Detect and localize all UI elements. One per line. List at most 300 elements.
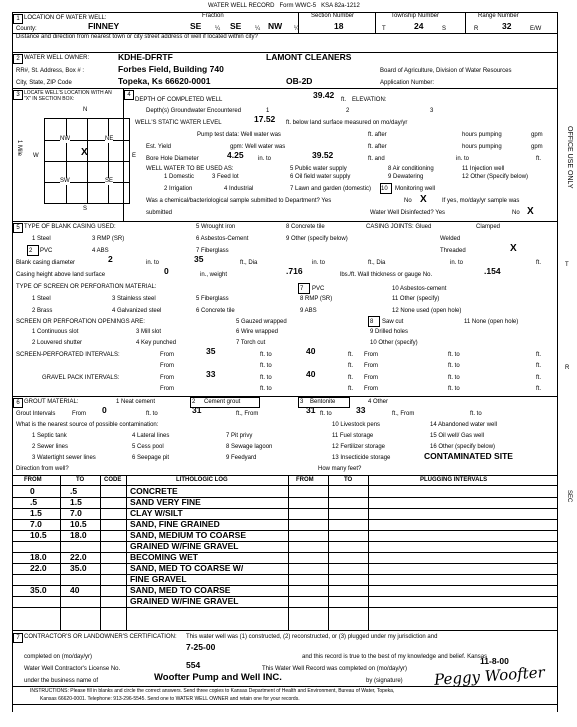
elevation-label: ELEVATION:	[352, 97, 387, 103]
sample-no: No	[404, 198, 412, 204]
use-8: 8 Air conditioning	[388, 166, 434, 172]
gp-from-1: From	[160, 375, 174, 381]
cert-completed: 7-25-00	[186, 642, 216, 652]
disinfected-mark: X	[527, 206, 534, 217]
use-1: 1 Domestic	[164, 174, 195, 180]
gp-ftto-2: ft. to	[448, 375, 460, 381]
yield-label: Est. Yield	[146, 144, 172, 150]
signature: Peggy Woofter	[433, 663, 546, 689]
openings-label: SCREEN OR PERFORATION OPENINGS ARE:	[16, 319, 145, 325]
log-h-plugging: PLUGGING INTERVALS	[420, 477, 488, 483]
gp-from-value: 33	[206, 369, 216, 379]
sint-to-value: 40	[306, 346, 316, 356]
casing-2: 2	[29, 248, 33, 254]
use-monitoring: Monitoring well	[395, 186, 436, 192]
frame-top	[12, 12, 557, 13]
log-to: 7.0	[70, 508, 82, 518]
casing-joints: CASING JOINTS: Glued	[366, 224, 432, 230]
bore-value: 4.25	[227, 150, 244, 160]
open-7: 7 Torch cut	[236, 340, 266, 346]
sample-label: Was a chemical/bacteriological sample submitted to Department? Yes	[146, 198, 332, 204]
office-use-label: OFFICE USE ONLY	[566, 126, 573, 189]
casing-6: 6 Asbestos-Cement	[196, 236, 249, 242]
sample-no-mark: X	[420, 194, 427, 205]
grid-nw: NW	[60, 136, 70, 142]
township-s: S	[442, 26, 447, 32]
gp-to-value: 40	[306, 369, 316, 379]
open-6: 6 Wire wrapped	[236, 329, 279, 335]
yield-hours: hours pumping	[462, 144, 502, 150]
sint-ftto-4: ft. to	[448, 363, 460, 369]
log-h-to-2: TO	[344, 477, 353, 483]
sec4-bottom	[12, 221, 557, 222]
side-t: T	[565, 262, 569, 268]
grout-3: 3	[300, 399, 304, 405]
log-row-line	[12, 596, 557, 597]
grout-f2: 31	[306, 405, 316, 415]
gp-from-2: From	[364, 375, 378, 381]
instructions: INSTRUCTIONS: Please fill in blanks and circle the correct answers. Send three copies to Kansas Department of Health and Environment, Bureau of Water, Topeka,	[30, 688, 395, 694]
grid-sw: SW	[60, 178, 70, 184]
grout-ftto-3: ft. to	[470, 411, 482, 417]
grout-t1: 31	[192, 405, 202, 415]
range-r: R	[474, 26, 479, 32]
sec6-bottom	[12, 475, 557, 476]
sint-ftto-3: ft. to	[260, 363, 272, 369]
gp-from-4: From	[364, 386, 378, 392]
owner-name-2: LAMONT CLEANERS	[266, 52, 352, 62]
log-to: 1.5	[70, 497, 82, 507]
casing-in-to: in. to	[146, 260, 160, 266]
quarter-2: ¼	[255, 26, 261, 32]
use-7: 7 Lawn and garden (domestic)	[290, 186, 372, 192]
use-2: 2 Irrigation	[164, 186, 193, 192]
use-9: 9 Dewatering	[388, 174, 424, 180]
open-3: 3 Mill slot	[136, 329, 162, 335]
form-title: WATER WELL RECORD Form WWC-5 KSA 82a-1212	[208, 3, 360, 9]
yield-gpm: gpm: Well water was	[230, 144, 286, 150]
compass-e: E	[132, 153, 137, 159]
casing-4: 4 ABS	[92, 248, 109, 254]
cert-text: This water well was (1) constructed, (2) reconstructed, or (3) plugged under my jurisdiction and	[186, 634, 438, 640]
disinfected-label: Water Well Disinfected? Yes	[370, 210, 446, 216]
screen-5: 5 Fiberglass	[196, 296, 229, 302]
log-lithology: CONCRETE	[130, 486, 178, 496]
log-h-code: CODE	[104, 477, 122, 483]
contam-4: 4 Lateral lines	[132, 433, 170, 439]
casing-pvc: PVC	[40, 248, 53, 254]
sint-from-4: From	[364, 363, 378, 369]
side-r: R	[565, 365, 570, 371]
use-10: 10	[381, 186, 388, 192]
grout-ft-from-2: ft., From	[392, 411, 415, 417]
use-5: 5 Public water supply	[290, 166, 347, 172]
log-to: 22.0	[70, 552, 87, 562]
log-header-line	[12, 485, 557, 486]
grout-1: 1 Neat cement	[116, 399, 156, 405]
gp-ft-1: ft.	[348, 375, 354, 381]
township-t: T	[382, 26, 386, 32]
static-tail: ft. below land surface measured on mo/day/yr	[286, 120, 408, 126]
cert-record-done: This Water Well Record was completed on (mo/day/yr)	[262, 666, 408, 672]
screen-7: 7	[300, 286, 304, 292]
casing-threaded-mark: X	[510, 243, 517, 254]
grid-ne: NE	[105, 136, 114, 142]
sec5-bottom	[12, 396, 557, 397]
sint-from-3: From	[160, 363, 174, 369]
contam-7: 7 Pit privy	[226, 433, 253, 439]
section-5-number: 5	[13, 223, 23, 233]
contam-9: 9 Feedyard	[226, 455, 257, 461]
casing-diam: 2	[108, 254, 113, 264]
screen-9: 9 ABS	[300, 308, 317, 314]
grout-int-label: Grout Intervals	[16, 411, 56, 417]
application-label: Application Number:	[380, 80, 435, 86]
static-label: WELL'S STATIC WATER LEVEL	[135, 120, 222, 126]
log-lithology: BECOMING WET	[130, 552, 198, 562]
section-4-number: 4	[124, 90, 134, 100]
log-lithology: SAND, MEDIUM TO COARSE	[130, 530, 247, 540]
open-2: 2 Louvered shutter	[32, 340, 83, 346]
open-11: 11 None (open hole)	[464, 319, 519, 325]
fraction-2: SE	[230, 21, 242, 31]
board-label: Board of Agriculture, Division of Water Resources	[380, 68, 512, 74]
contam-12: 12 Fertilizer storage	[332, 444, 386, 450]
section-2-number: 2	[13, 54, 23, 64]
grout-4: 4 Other	[368, 399, 389, 405]
app-code: OB-2D	[286, 76, 313, 86]
casing-5: 5 Wrought iron	[196, 224, 236, 230]
casing-gauge: .154	[484, 266, 501, 276]
log-h-litho: LITHOLOGIC LOG	[176, 477, 228, 483]
gp-ft-3: ft.	[348, 386, 354, 392]
casing-lbs: lbs./ft. Wall thickness or gauge No.	[340, 272, 433, 278]
casing-7: 7 Fiberglass	[196, 248, 229, 254]
city-label: City, State, ZIP Code	[16, 80, 72, 86]
gravel-label: GRAVEL PACK INTERVALS:	[42, 375, 120, 381]
depth-label: DEPTH OF COMPLETED WELL	[135, 97, 223, 103]
screen-11: 11 Other (specify)	[392, 296, 440, 302]
range-label: Range Number	[478, 13, 519, 19]
open-5: 5 Gauzed wrapped	[236, 319, 287, 325]
log-lithology: CLAY W/SILT	[130, 508, 183, 518]
sec2-bottom	[12, 88, 557, 89]
bore-to-value: 39.52	[312, 150, 334, 160]
pump-label: Pump test data: Well water was	[197, 132, 281, 138]
log-h-to: TO	[76, 477, 85, 483]
section-value: 18	[334, 21, 344, 31]
log-row-line	[12, 552, 557, 553]
screen-3: 3 Stainless steel	[112, 296, 156, 302]
cert-record-text: and this record is true to the best of my knowledge and belief. Kansas	[302, 654, 488, 660]
cert-label: CONTRACTOR'S OR LANDOWNER'S CERTIFICATION:	[24, 634, 177, 640]
cert-completed-label: completed on (mo/day/yr)	[24, 654, 93, 660]
gw-3: 3	[430, 108, 434, 114]
grout-ftto-1: ft. to	[146, 411, 158, 417]
use-12: 12 Other (Specify below)	[462, 174, 529, 180]
contam-value: CONTAMINATED SITE	[424, 451, 513, 461]
side-sec: SEC	[566, 490, 572, 503]
log-row-line	[12, 541, 557, 542]
sint-ftto-1: ft. to	[260, 352, 272, 358]
casing-diam-to: 35	[194, 254, 204, 264]
screen-4: 4 Galvanized steel	[112, 308, 162, 314]
casing-ft: ft.	[536, 260, 542, 266]
open-1: 1 Continuous slot	[32, 329, 79, 335]
grout-cement: Cement grout	[204, 399, 241, 405]
section-grid	[44, 118, 130, 204]
grout-bentonite: Bentonite	[310, 399, 336, 405]
log-bottom	[12, 630, 557, 631]
contam-13: 13 Insecticide storage	[332, 455, 391, 461]
section-number-label: Section Number	[311, 13, 355, 19]
screen-label: TYPE OF SCREEN OR PERFORATION MATERIAL:	[16, 284, 157, 290]
mile-label: 1 Mile	[16, 140, 22, 157]
county-value: FINNEY	[88, 21, 120, 31]
quarter-3: ¼	[294, 26, 300, 32]
sint-from-value: 35	[206, 346, 216, 356]
cert-license: 554	[186, 660, 201, 670]
log-row-line	[12, 530, 557, 531]
casing-in-to-2: in. to	[312, 260, 326, 266]
screen-1: 1 Steel	[32, 296, 51, 302]
direction-label: Direction from well?	[16, 466, 69, 472]
pump-hours: hours pumping	[462, 132, 502, 138]
section-1-number: 1	[13, 14, 23, 24]
county-label: County:	[16, 26, 37, 32]
sint-ft-4: ft.	[536, 363, 542, 369]
casing-3: 3 RMP (SR)	[92, 236, 125, 242]
quarter-1: ¼	[215, 26, 221, 32]
submitted-label: submitted	[146, 210, 173, 216]
log-from: 7.0	[30, 519, 42, 529]
fraction-3: NW	[268, 21, 283, 31]
contam-label: What is the nearest source of possible contamination:	[16, 422, 159, 428]
log-from: .5	[30, 497, 38, 507]
gp-from-3: From	[160, 386, 174, 392]
log-from: 18.0	[30, 552, 47, 562]
gp-ftto-1: ft. to	[260, 375, 272, 381]
gw-label: Depth(s) Groundwater Encountered	[146, 108, 242, 114]
log-from: 10.5	[30, 530, 47, 540]
cert-business-label: under the business name of	[24, 678, 99, 684]
log-from: 1.5	[30, 508, 42, 518]
use-4: 4 Industrial	[224, 186, 254, 192]
township-value: 24	[414, 21, 424, 31]
bore-in-to: in. to	[258, 156, 272, 162]
open-9: 9 Drilled holes	[370, 329, 409, 335]
casing-clamped: Clamped	[476, 224, 501, 230]
contam-1: 1 Septic tank	[32, 433, 67, 439]
cert-record-date: 11-8-00	[480, 656, 509, 666]
cert-business: Woofter Pump and Well INC.	[154, 672, 282, 683]
grout-ft-from: ft., From	[236, 411, 259, 417]
loc-div-3	[465, 12, 466, 33]
casing-ft-dia: ft., Dia	[240, 260, 258, 266]
screen-intervals-label: SCREEN-PERFORATED INTERVALS:	[16, 352, 120, 358]
locate-label: LOCATE WELL'S LOCATION WITH AN "X" IN SECTION BOX:	[24, 90, 112, 102]
contam-6: 6 Seepage pit	[132, 455, 170, 461]
casing-in-to-3: in. to	[450, 260, 464, 266]
open-10: 10 Other (specify)	[370, 340, 418, 346]
grout-f1: 0	[102, 405, 107, 415]
casing-label: TYPE OF BLANK CASING USED:	[24, 224, 116, 230]
compass-n: N	[83, 107, 88, 113]
contam-5: 5 Cess pool	[132, 444, 164, 450]
fraction-label: Fraction	[202, 13, 224, 19]
pump-after: ft. after	[368, 132, 387, 138]
sint-from-2: From	[364, 352, 378, 358]
bore-ft-and: ft. and	[368, 156, 385, 162]
log-lithology: FINE GRAVEL	[130, 574, 187, 584]
open-sawcut: Saw cut	[382, 319, 404, 325]
casing-welded: Welded	[440, 236, 461, 242]
log-row-line	[12, 508, 557, 509]
pump-gpm: gpm	[531, 132, 543, 138]
use-3: 3 Feed lot	[212, 174, 239, 180]
address-value: Forbes Field, Building 740	[118, 64, 224, 74]
well-location-mark: X	[81, 147, 88, 158]
gw-2: 2	[346, 108, 350, 114]
location-label: LOCATION OF WATER WELL:	[24, 15, 107, 21]
log-to: 40	[70, 585, 80, 595]
log-h-from-2: FROM	[296, 477, 314, 483]
township-label: Township Number	[391, 13, 440, 19]
use-11: 11 Injection well	[462, 166, 505, 172]
log-to: 10.5	[70, 519, 87, 529]
sint-from-1: From	[160, 352, 174, 358]
fraction-1: SE	[190, 21, 202, 31]
yield-after: ft. after	[368, 144, 387, 150]
log-lithology: SAND, MED TO COARSE W/	[130, 563, 244, 573]
sint-ft-1: ft.	[348, 352, 354, 358]
log-from: 22.0	[30, 563, 47, 573]
log-lithology: SAND, FINE GRAINED	[130, 519, 220, 529]
log-row-line	[12, 574, 557, 575]
casing-weight: .716	[286, 266, 303, 276]
owner-label: WATER WELL OWNER:	[24, 55, 90, 61]
sint-ft-3: ft.	[348, 363, 354, 369]
grout-label: GROUT MATERIAL:	[24, 399, 79, 405]
range-ew: E/W	[530, 26, 542, 32]
bore-in-to-2: in. to	[456, 156, 470, 162]
log-to: 18.0	[70, 530, 87, 540]
casing-height: 0	[164, 266, 169, 276]
compass-s: S	[83, 206, 88, 212]
contam-2: 2 Sewer lines	[32, 444, 69, 450]
screen-10: 10 Asbestos-cement	[392, 286, 447, 292]
frame-bottom	[12, 704, 557, 705]
use-label: WELL WATER TO BE USED AS:	[146, 166, 234, 172]
log-h-from: FROM	[24, 477, 42, 483]
log-lithology: SAND VERY FINE	[130, 497, 201, 507]
sec3-divider	[123, 88, 124, 222]
screen-12: 12 None used (open hole)	[392, 308, 462, 314]
casing-1: 1 Steel	[32, 236, 51, 242]
log-row-line	[12, 519, 557, 520]
screen-pvc: PVC	[312, 286, 325, 292]
log-row-line	[12, 563, 557, 564]
contam-16: 16 Other (specify below)	[430, 444, 496, 450]
depth-value: 39.42	[313, 90, 335, 100]
screen-8: 8 RMP (SR)	[300, 296, 333, 302]
distance-label: Distance and direction from nearest town or city street address of well if located within city?	[16, 34, 258, 40]
casing-diam-label: Blank casing diameter	[16, 260, 76, 266]
log-to: .5	[70, 486, 78, 496]
city-value: Topeka, Ks 66620-0001	[118, 76, 211, 86]
sint-ftto-2: ft. to	[448, 352, 460, 358]
grout-from: From	[72, 411, 86, 417]
sint-ft-2: ft.	[536, 352, 542, 358]
screen-6: 6 Concrete tile	[196, 308, 235, 314]
open-4: 4 Key punched	[136, 340, 177, 346]
casing-weight-label: in., weight	[200, 272, 228, 278]
static-value: 17.52	[254, 114, 276, 124]
bore-ft: ft.	[536, 156, 542, 162]
grout-t2: 33	[356, 405, 366, 415]
bore-label: Bore Hole Diameter	[146, 156, 199, 162]
address-label: RR#, St. Address, Box # :	[16, 68, 85, 74]
frame-right	[557, 12, 558, 712]
open-8: 8	[370, 319, 374, 325]
screen-2: 2 Brass	[32, 308, 53, 314]
section-6-number: 6	[13, 398, 23, 408]
gp-ftto-4: ft. to	[448, 386, 460, 392]
casing-threaded: Threaded	[440, 248, 466, 254]
section-7-number: 7	[13, 633, 23, 643]
range-value: 32	[502, 21, 512, 31]
disinfected-no: No	[512, 210, 520, 216]
casing-ft-dia-2: ft., Dia	[368, 260, 386, 266]
contam-10: 10 Livestock pens	[332, 422, 381, 428]
casing-height-label: Casing height above land surface	[16, 272, 106, 278]
loc-div-2	[375, 12, 376, 33]
log-lithology: GRAINED W/FINE GRAVEL	[130, 596, 239, 606]
grout-ftto-2: ft. to	[320, 411, 332, 417]
grid-se: SE	[105, 178, 114, 184]
gp-ft-2: ft.	[536, 375, 542, 381]
contam-8: 8 Sewage lagoon	[226, 444, 273, 450]
log-lithology: GRAINED W/FINE GRAVEL	[130, 541, 239, 551]
gp-ftto-3: ft. to	[260, 386, 272, 392]
contam-11: 11 Fuel storage	[332, 433, 374, 439]
howmany-label: How many feet?	[318, 466, 362, 472]
section-3-number: 3	[13, 90, 23, 100]
log-to: 35.0	[70, 563, 87, 573]
gp-ft-4: ft.	[536, 386, 542, 392]
use-6: 6 Oil field water supply	[290, 174, 351, 180]
contam-14: 14 Abandoned water well	[430, 422, 498, 428]
yield-gpm-end: gpm	[531, 144, 543, 150]
grout-2: 2	[192, 399, 196, 405]
owner-name: KDHE-DFRTF	[118, 52, 173, 62]
sample-tail: If yes, mo/day/yr sample was	[442, 198, 520, 204]
log-row-line	[12, 607, 557, 608]
cert-by: by (signature)	[366, 678, 403, 684]
casing-8: 8 Concrete tile	[286, 224, 325, 230]
cert-line	[12, 686, 557, 687]
log-row-line	[12, 585, 557, 586]
contam-15: 15 Oil well/ Gas well	[430, 433, 485, 439]
instructions-2: Kansas 66620-0001. Telephone: 913-296-5545. Send one to WATER WELL OWNER and retain one for your records.	[40, 696, 300, 702]
cert-license-label: Water Well Contractor's License No.	[24, 666, 121, 672]
log-row-line	[12, 497, 557, 498]
log-from: 35.0	[30, 585, 47, 595]
gw-1: 1	[266, 108, 270, 114]
contam-3: 3 Watertight sewer lines	[32, 455, 96, 461]
log-lithology: SAND, MED TO COARSE	[130, 585, 231, 595]
loc-div-1	[298, 12, 299, 33]
